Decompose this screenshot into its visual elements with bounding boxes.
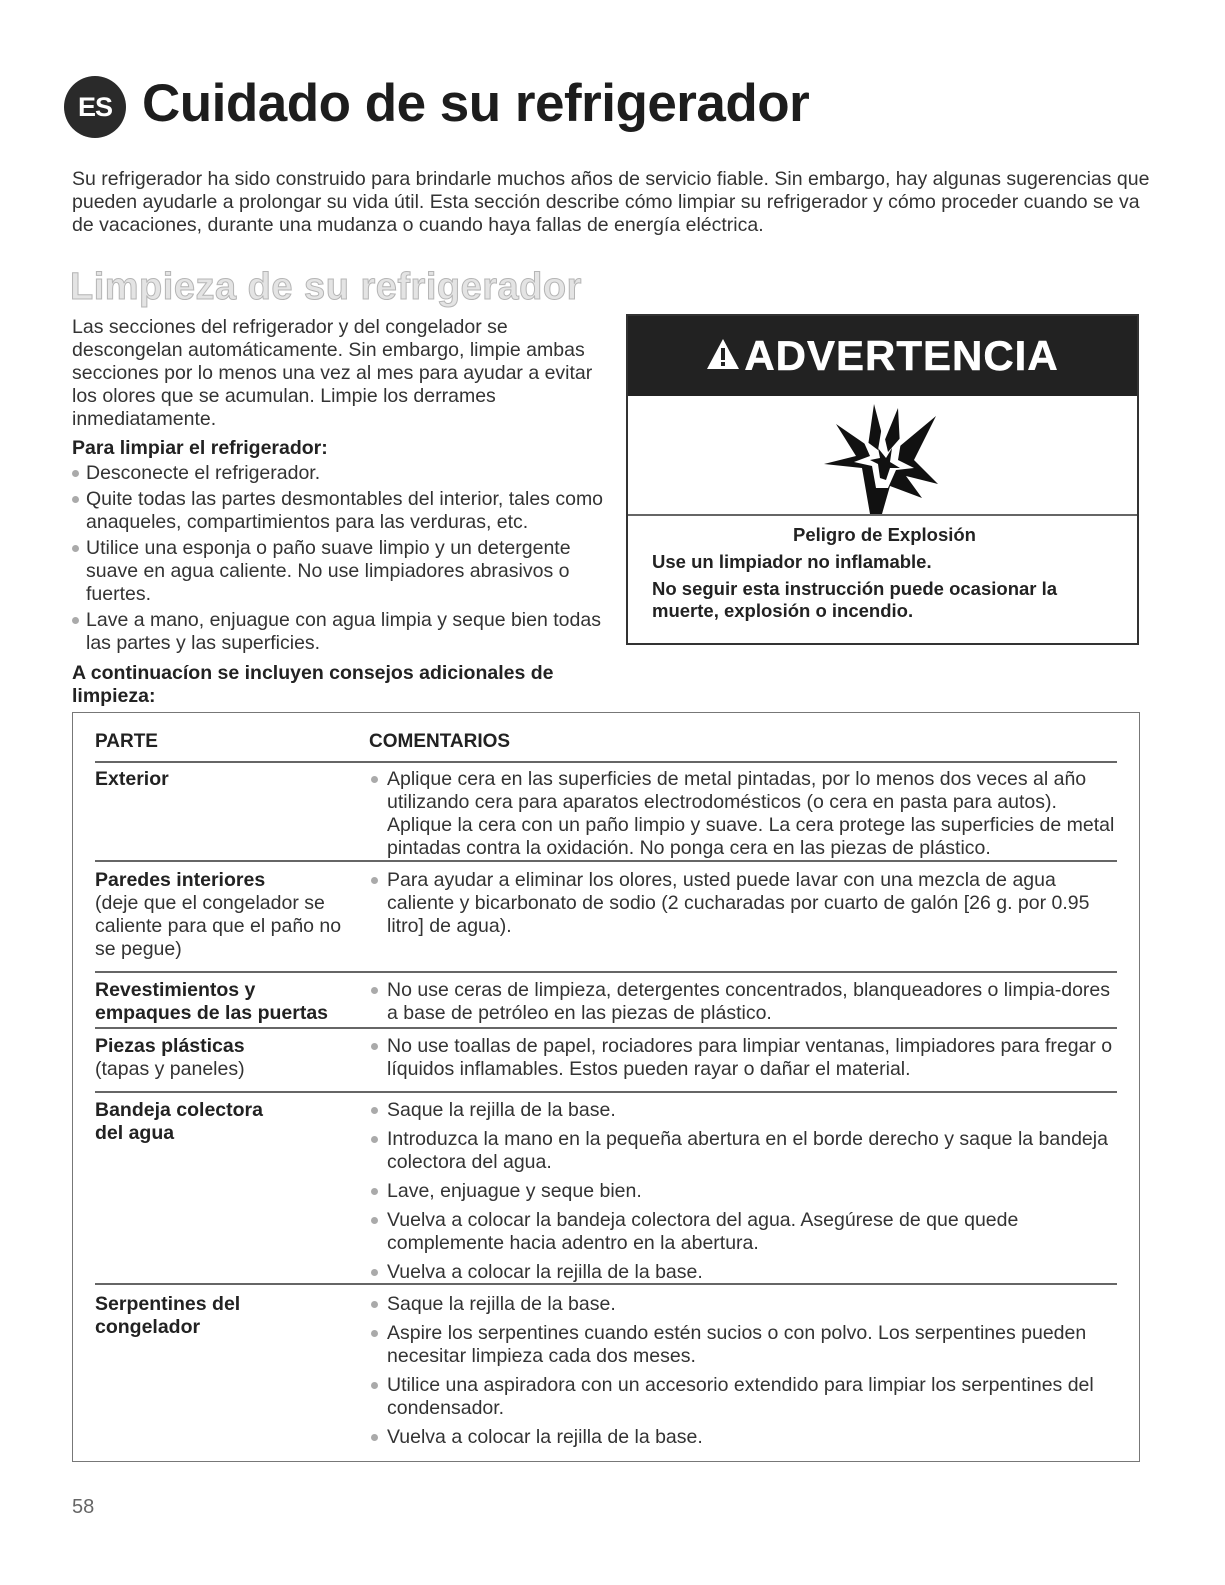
list-item: Quite todas las partes desmontables del interior, tales como anaqueles, compartimientos para las verduras, etc.	[72, 488, 612, 534]
part-cell	[95, 1293, 265, 1339]
section-title: Limpieza de su refrigerador	[70, 266, 582, 308]
warning-triangle-icon	[706, 337, 740, 371]
part-cell	[95, 1035, 355, 1081]
cleaning-steps	[72, 462, 612, 655]
list-item: Utilice una aspiradora con un accesorio extendido para limpiar los serpentines del condensador.	[369, 1374, 1117, 1420]
list-item: Para ayudar a eliminar los olores, usted puede lavar con una mezcla de agua caliente y bicarbonato de sodio (2 cucharadas por cuarto de galón [26 g. por 0.95 litro] de agua).	[369, 869, 1117, 938]
comments-cell	[369, 869, 1117, 944]
table-row	[95, 1099, 1117, 1285]
warning-divider	[628, 514, 1137, 516]
part-name: Serpentines del congelador	[95, 1293, 241, 1338]
part-note: (tapas y paneles)	[95, 1058, 245, 1080]
part-cell	[95, 1099, 295, 1145]
part-name: Piezas plásticas	[95, 1035, 245, 1057]
table-row	[95, 979, 1117, 1029]
part-name: Exterior	[95, 768, 169, 790]
part-name: Bandeja colectora del agua	[95, 1099, 263, 1144]
part-cell	[95, 979, 355, 1025]
explosion-icon	[818, 402, 948, 514]
page-title: Cuidado de su refrigerador	[142, 74, 810, 133]
cleaning-table	[72, 712, 1140, 1462]
list-item: Vuelva a colocar la rejilla de la base.	[369, 1426, 1117, 1449]
warning-text	[652, 524, 1117, 627]
table-row	[95, 1293, 1117, 1448]
header-parte: PARTE	[95, 731, 158, 752]
part-cell	[95, 768, 355, 791]
list-item: Utilice una esponja o paño suave limpio y un detergente suave en agua caliente. No use limpiadores abrasivos o fuertes.	[72, 537, 612, 606]
list-item: Vuelva a colocar la rejilla de la base.	[369, 1261, 1117, 1284]
table-row	[95, 869, 1117, 973]
list-item: Aspire los serpentines cuando estén sucios o con polvo. Los serpentines pueden necesitar limpieza cada dos meses.	[369, 1322, 1117, 1368]
page-number: 58	[72, 1496, 95, 1518]
part-cell	[95, 869, 355, 961]
warning-line-1: Use un limpiador no inflamable.	[652, 551, 932, 572]
part-name: Revestimientos y empaques de las puertas	[95, 979, 329, 1024]
list-item: Vuelva a colocar la bandeja colectora del agua. Asegúrese de que quede complemente hacia adentro en la abertura.	[369, 1209, 1117, 1255]
warning-hazard: Peligro de Explosión	[793, 524, 976, 545]
comments-cell	[369, 1099, 1117, 1290]
comments-cell	[369, 1293, 1117, 1455]
part-note: (deje que el congelador se caliente para que el paño no se pegue)	[95, 892, 342, 960]
list-item: No use ceras de limpieza, detergentes concentrados, blanqueadores o limpia-dores a base de petróleo en las piezas de plástico.	[369, 979, 1117, 1025]
comments-cell	[369, 768, 1117, 866]
list-item: No use toallas de papel, rociadores para limpiar ventanas, limpiadores para fregar o líquidos inflamables. Estos pueden rayar o dañar el material.	[369, 1035, 1117, 1081]
table-row	[95, 1035, 1117, 1093]
list-item: Desconecte el refrigerador.	[72, 462, 612, 485]
additional-tips-heading: A continuacíon se incluyen consejos adicionales de limpieza:	[72, 662, 554, 707]
list-item: Lave a mano, enjuague con agua limpia y seque bien todas las partes y las superficies.	[72, 609, 612, 655]
list-item: Introduzca la mano en la pequeña abertura en el borde derecho y saque la bandeja colectora del agua.	[369, 1128, 1117, 1174]
warning-box	[626, 314, 1139, 645]
list-item: Lave, enjuague y seque bien.	[369, 1180, 1117, 1203]
cleaning-subheading: Para limpiar el refrigerador:	[72, 437, 328, 459]
part-name: Paredes interiores	[95, 869, 266, 891]
warning-header	[628, 316, 1137, 396]
intro-paragraph: Su refrigerador ha sido construido para brindarle muchos años de servicio fiable. Sin embargo, hay algunas sugerencias que pueden ayudarle a prolongar su vida útil. Esta sección describe cómo limpiar su refrigerador y cómo proceder cuando se va de vacaciones, durante una mudanza o cuando haya fallas de energía eléctrica.	[72, 168, 1150, 236]
list-item: Aplique cera en las superficies de metal pintadas, por lo menos dos veces al año utilizando cera para aparatos electrodomésticos (o cera en pasta para autos). Aplique la cera con un paño limpio y suave. La cera protege las superficies de metal pintadas contra la oxidación. No ponga cera en las piezas de plástico.	[369, 768, 1117, 860]
warning-line-2: No seguir esta instrucción puede ocasionar la muerte, explosión o incendio.	[652, 578, 1058, 621]
comments-cell	[369, 979, 1117, 1031]
language-badge: ES	[64, 76, 126, 138]
list-item: Saque la rejilla de la base.	[369, 1293, 1117, 1316]
cleaning-paragraph: Las secciones del refrigerador y del congelador se descongelan automáticamente. Sin embargo, limpie ambas secciones por lo menos una vez al mes para ayudar a evitar los olores que se acumulan. Limpie los derrames inmediatamente.	[72, 316, 593, 430]
list-item: Saque la rejilla de la base.	[369, 1099, 1117, 1122]
cleaning-instructions	[72, 316, 612, 658]
warning-header-label: ADVERTENCIA	[744, 332, 1059, 379]
table-header	[95, 731, 1117, 763]
comments-cell	[369, 1035, 1117, 1087]
table-row	[95, 768, 1117, 862]
header-comentarios: COMENTARIOS	[369, 731, 511, 752]
